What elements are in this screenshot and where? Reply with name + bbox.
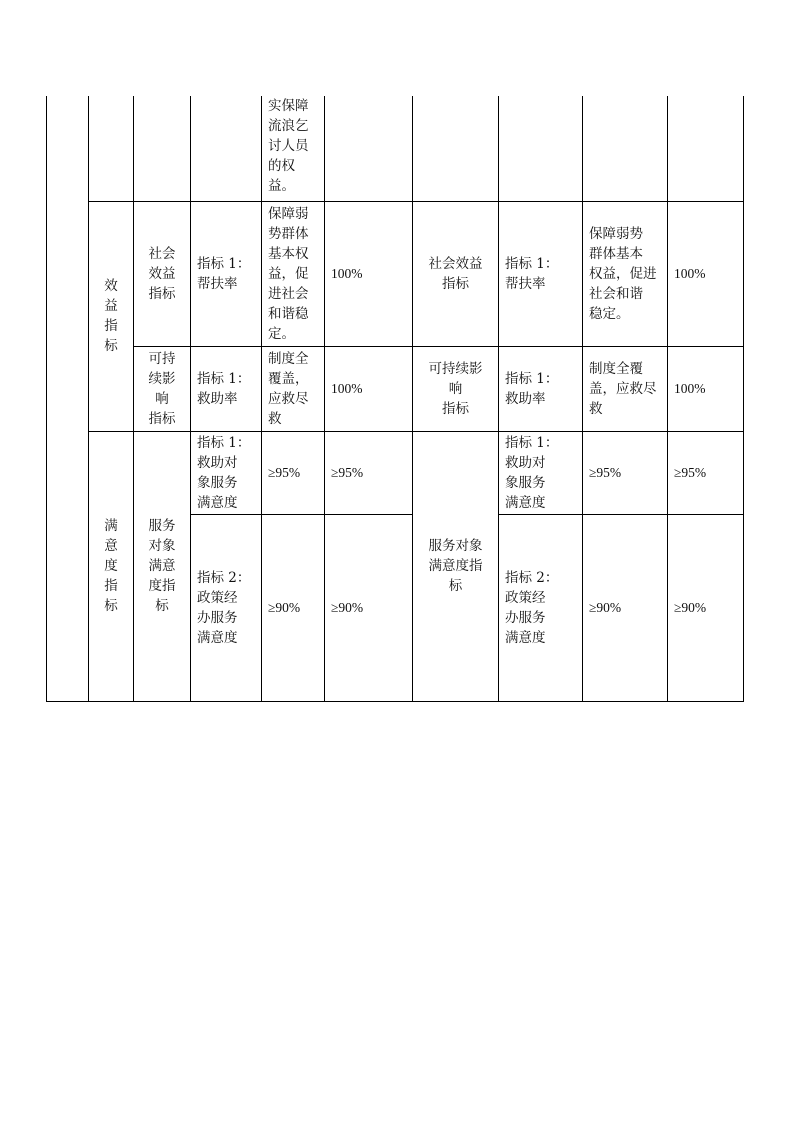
sustain-description-right: 制度全覆 盖，应救尽 救	[583, 346, 668, 431]
satisfaction-target-2: ≥90%	[262, 514, 325, 701]
satisfaction-indicator-1-right: 指标 1： 救助对 象服务 满意度	[499, 431, 583, 514]
outer-category-cell	[47, 96, 89, 701]
social-benefit-right-label: 社会效益 指标	[413, 201, 499, 346]
value-cell	[325, 96, 413, 201]
sustain-right-label: 可持续影 响 指标	[413, 346, 499, 431]
satisfaction-indicator-1: 指标 1： 救助对 象服务 满意度	[191, 431, 262, 514]
satisfaction-actual-2-right: ≥90%	[668, 514, 744, 701]
sustain-value-right: 100%	[668, 346, 744, 431]
social-description-right: 保障弱势 群体基本 权益，促进 社会和谐 稳定。	[583, 201, 668, 346]
satisfaction-actual-2: ≥90%	[325, 514, 413, 701]
social-benefit-label: 社会 效益 指标	[134, 201, 191, 346]
satisfaction-sub-right-label: 服务对象 满意度指 标	[413, 431, 499, 701]
social-value: 100%	[325, 201, 413, 346]
satisfaction-indicator-2: 指标 2： 政策经 办服务 满意度	[191, 514, 262, 701]
satisfaction-category-cell: 满 意 度 指 标	[89, 431, 134, 701]
benefit-category-cell: 效 益 指 标	[89, 201, 134, 431]
description-right-cell	[583, 96, 668, 201]
satisfaction-target-1: ≥95%	[262, 431, 325, 514]
performance-indicator-table	[46, 96, 744, 702]
social-indicator-right-label: 指标 1： 帮扶率	[499, 201, 583, 346]
satisfaction-target-1-right: ≥95%	[583, 431, 668, 514]
sub-category-right-cell	[413, 96, 499, 201]
sub-category-cell	[134, 96, 191, 201]
indicator-cell	[191, 96, 262, 201]
satisfaction-actual-1: ≥95%	[325, 431, 413, 514]
table-row	[47, 431, 744, 514]
satisfaction-target-2-right: ≥90%	[583, 514, 668, 701]
table-row	[47, 96, 744, 201]
description-cell: 实保障 流浪乞 讨人员 的权 益。	[262, 96, 325, 201]
social-value-right: 100%	[668, 201, 744, 346]
sustain-description: 制度全 覆盖， 应救尽 救	[262, 346, 325, 431]
sustain-indicator-label: 指标 1： 救助率	[191, 346, 262, 431]
table-row	[47, 346, 744, 431]
satisfaction-sub-label: 服务 对象 满意 度指 标	[134, 431, 191, 701]
satisfaction-indicator-2-right: 指标 2： 政策经 办服务 满意度	[499, 514, 583, 701]
table-row	[47, 201, 744, 346]
value-right-cell	[668, 96, 744, 201]
indicator-right-cell	[499, 96, 583, 201]
sustain-value: 100%	[325, 346, 413, 431]
performance-table-wrap	[46, 96, 744, 702]
sustain-indicator-right-label: 指标 1： 救助率	[499, 346, 583, 431]
category-cell	[89, 96, 134, 201]
social-description: 保障弱 势群体 基本权 益，促 进社会 和谐稳 定。	[262, 201, 325, 346]
sustain-label: 可持 续影 响 指标	[134, 346, 191, 431]
satisfaction-actual-1-right: ≥95%	[668, 431, 744, 514]
social-indicator-label: 指标 1： 帮扶率	[191, 201, 262, 346]
